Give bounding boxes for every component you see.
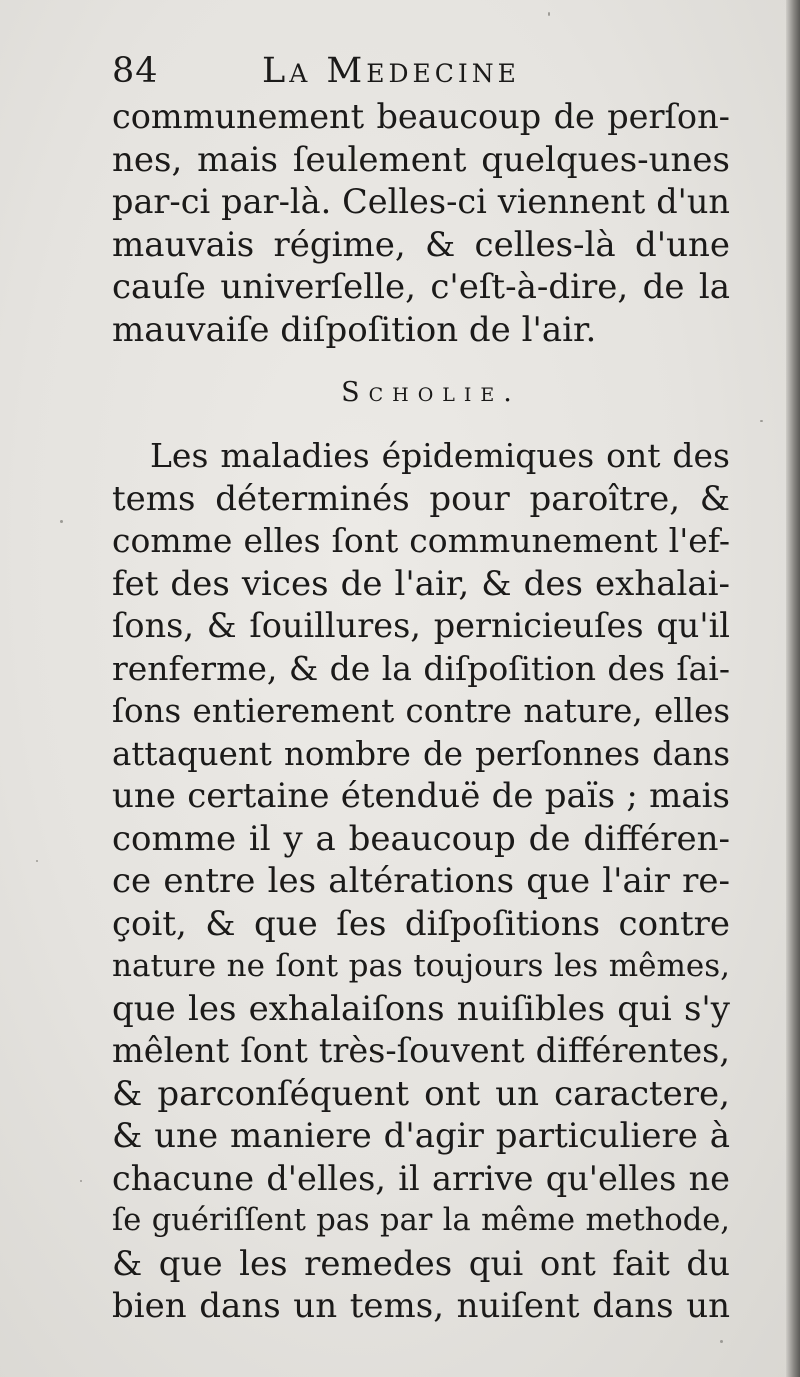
text-line: comme il y a beaucoup de différen- <box>112 818 730 859</box>
text-line: ce entre les altérations que l'air re- <box>112 861 730 901</box>
text-line: bien dans un tems, nuiſent dans un <box>112 1286 730 1326</box>
paper-fleck <box>760 420 763 422</box>
paper-fleck <box>720 1340 723 1343</box>
text-line: que les exhalaiſons nuiſibles qui s'y <box>112 988 730 1029</box>
text-line: fet des vices de l'air, & des exhalai- <box>112 563 730 604</box>
section-heading: Scholie. <box>341 377 521 408</box>
text-line: chacune d'elles, il arrive qu'elles ne <box>112 1158 730 1198</box>
continued-paragraph <box>112 96 730 351</box>
text-line: mêlent ſont très-ſouvent différentes, <box>112 1031 730 1070</box>
text-line: mauvais régime, & celles-là d'une <box>112 224 730 265</box>
paper-fleck <box>548 12 550 16</box>
text-line: Les maladies épidemiques ont des <box>150 436 730 475</box>
text-line: tems déterminés pour paroître, & <box>112 478 730 519</box>
text-line: ſons, & ſouillures, pernicieuſes qu'il <box>112 606 730 645</box>
text-line: nes, mais ſeulement quelques-unes <box>112 139 730 180</box>
text-line: comme elles ſont communement l'ef- <box>112 521 730 560</box>
paper-fleck <box>36 860 38 862</box>
text-line: & que les remedes qui ont fait du <box>112 1243 730 1284</box>
page-number: 84 <box>112 51 159 91</box>
text-line: une certaine étenduë de païs ; mais <box>112 776 730 816</box>
paper-fleck <box>60 520 63 523</box>
text-line: mauvaiſe diſpoſition de l'air. <box>112 309 597 350</box>
text-line: cauſe univerſelle, c'eſt-à-dire, de la <box>112 267 730 307</box>
scholie-paragraph <box>112 435 730 1328</box>
running-head-title: La Medecine <box>262 51 520 91</box>
text-line: & une maniere d'agir particuliere à <box>112 1116 730 1156</box>
text-line: & parconſéquent ont un caractere, <box>112 1073 730 1114</box>
text-line: attaquent nombre de perſonnes dans <box>112 734 730 773</box>
text-line: nature ne ſont pas toujours les mêmes, <box>112 948 730 984</box>
text-line: ſe guériſſent pas par la même methode, <box>112 1203 730 1238</box>
text-line: par-ci par-là. Celles-ci viennent d'un <box>112 182 730 221</box>
text-line: çoit, & que ſes diſpoſitions contre <box>112 903 730 944</box>
text-line: ſons entierement contre nature, elles <box>112 692 730 730</box>
paper-fleck <box>80 1180 82 1182</box>
running-head <box>112 46 730 96</box>
page-gutter-shadow <box>786 0 800 1377</box>
page-text <box>112 46 730 1328</box>
text-line: communement beaucoup de perſon- <box>112 97 730 136</box>
text-line: renferme, & de la diſpoſition des ſai- <box>112 648 730 688</box>
